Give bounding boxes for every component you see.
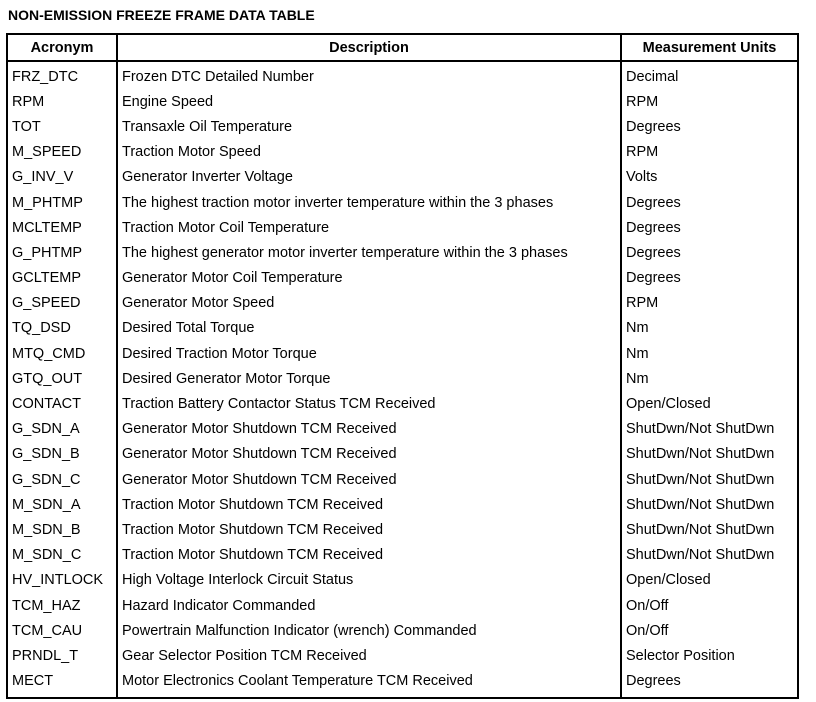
description-cell: Hazard Indicator Commanded xyxy=(117,593,621,618)
acronym-cell: TCM_HAZ xyxy=(7,593,117,618)
table-row xyxy=(7,618,798,643)
column-header-measurement-units: Measurement Units xyxy=(621,34,798,61)
description-cell: Generator Inverter Voltage xyxy=(117,165,621,190)
measurement-units-cell: Degrees xyxy=(621,190,798,215)
measurement-units-cell: On/Off xyxy=(621,593,798,618)
table-row xyxy=(7,442,798,467)
acronym-cell: TQ_DSD xyxy=(7,316,117,341)
measurement-units-cell: ShutDwn/Not ShutDwn xyxy=(621,467,798,492)
description-cell: Desired Generator Motor Torque xyxy=(117,366,621,391)
table-row xyxy=(7,517,798,542)
measurement-units-cell: ShutDwn/Not ShutDwn xyxy=(621,517,798,542)
table-row xyxy=(7,266,798,291)
table-row xyxy=(7,391,798,416)
table-body xyxy=(7,61,798,698)
table-row xyxy=(7,417,798,442)
table-row xyxy=(7,366,798,391)
freeze-frame-data-table xyxy=(6,33,799,699)
acronym-cell: PRNDL_T xyxy=(7,643,117,668)
description-cell: High Voltage Interlock Circuit Status xyxy=(117,568,621,593)
measurement-units-cell: On/Off xyxy=(621,618,798,643)
description-cell: Generator Motor Coil Temperature xyxy=(117,266,621,291)
measurement-units-cell: Nm xyxy=(621,316,798,341)
table-row xyxy=(7,341,798,366)
measurement-units-cell: Degrees xyxy=(621,114,798,139)
acronym-cell: G_SDN_A xyxy=(7,417,117,442)
measurement-units-cell: ShutDwn/Not ShutDwn xyxy=(621,442,798,467)
measurement-units-cell: RPM xyxy=(621,140,798,165)
description-cell: Generator Motor Shutdown TCM Received xyxy=(117,417,621,442)
table-row xyxy=(7,114,798,139)
measurement-units-cell: Degrees xyxy=(621,215,798,240)
acronym-cell: G_SDN_C xyxy=(7,467,117,492)
description-cell: Engine Speed xyxy=(117,89,621,114)
acronym-cell: M_SDN_A xyxy=(7,492,117,517)
table-row xyxy=(7,240,798,265)
description-cell: Traction Motor Shutdown TCM Received xyxy=(117,543,621,568)
description-cell: Desired Traction Motor Torque xyxy=(117,341,621,366)
measurement-units-cell: Nm xyxy=(621,366,798,391)
table-row xyxy=(7,165,798,190)
table-row xyxy=(7,643,798,668)
description-cell: Desired Total Torque xyxy=(117,316,621,341)
description-cell: Traction Motor Shutdown TCM Received xyxy=(117,517,621,542)
acronym-cell: HV_INTLOCK xyxy=(7,568,117,593)
acronym-cell: G_SDN_B xyxy=(7,442,117,467)
table-header-row xyxy=(7,34,798,61)
table-row xyxy=(7,543,798,568)
description-cell: Gear Selector Position TCM Received xyxy=(117,643,621,668)
description-cell: The highest traction motor inverter temperature within the 3 phases xyxy=(117,190,621,215)
acronym-cell: CONTACT xyxy=(7,391,117,416)
table-row xyxy=(7,593,798,618)
description-cell: Frozen DTC Detailed Number xyxy=(117,61,621,89)
acronym-cell: M_SDN_C xyxy=(7,543,117,568)
table-row xyxy=(7,568,798,593)
table-row xyxy=(7,190,798,215)
acronym-cell: FRZ_DTC xyxy=(7,61,117,89)
description-cell: The highest generator motor inverter temperature within the 3 phases xyxy=(117,240,621,265)
acronym-cell: MCLTEMP xyxy=(7,215,117,240)
measurement-units-cell: ShutDwn/Not ShutDwn xyxy=(621,492,798,517)
table-row xyxy=(7,61,798,89)
description-cell: Powertrain Malfunction Indicator (wrench) Commanded xyxy=(117,618,621,643)
measurement-units-cell: Selector Position xyxy=(621,643,798,668)
acronym-cell: RPM xyxy=(7,89,117,114)
measurement-units-cell: Degrees xyxy=(621,669,798,698)
description-cell: Motor Electronics Coolant Temperature TCM Received xyxy=(117,669,621,698)
acronym-cell: TOT xyxy=(7,114,117,139)
description-cell: Generator Motor Shutdown TCM Received xyxy=(117,442,621,467)
description-cell: Traction Motor Speed xyxy=(117,140,621,165)
acronym-cell: M_PHTMP xyxy=(7,190,117,215)
acronym-cell: GCLTEMP xyxy=(7,266,117,291)
acronym-cell: MTQ_CMD xyxy=(7,341,117,366)
acronym-cell: GTQ_OUT xyxy=(7,366,117,391)
measurement-units-cell: Degrees xyxy=(621,266,798,291)
measurement-units-cell: Volts xyxy=(621,165,798,190)
page-title: NON-EMISSION FREEZE FRAME DATA TABLE xyxy=(8,7,315,23)
column-header-description: Description xyxy=(117,34,621,61)
table-row xyxy=(7,291,798,316)
acronym-cell: MECT xyxy=(7,669,117,698)
table-row xyxy=(7,215,798,240)
acronym-cell: M_SDN_B xyxy=(7,517,117,542)
table-row xyxy=(7,492,798,517)
acronym-cell: G_PHTMP xyxy=(7,240,117,265)
description-cell: Traction Motor Shutdown TCM Received xyxy=(117,492,621,517)
acronym-cell: G_SPEED xyxy=(7,291,117,316)
table-row xyxy=(7,316,798,341)
table-row xyxy=(7,89,798,114)
measurement-units-cell: Decimal xyxy=(621,61,798,89)
acronym-cell: TCM_CAU xyxy=(7,618,117,643)
measurement-units-cell: Open/Closed xyxy=(621,568,798,593)
measurement-units-cell: ShutDwn/Not ShutDwn xyxy=(621,417,798,442)
description-cell: Transaxle Oil Temperature xyxy=(117,114,621,139)
measurement-units-cell: RPM xyxy=(621,89,798,114)
description-cell: Generator Motor Speed xyxy=(117,291,621,316)
table-row xyxy=(7,669,798,698)
description-cell: Traction Battery Contactor Status TCM Received xyxy=(117,391,621,416)
table-row xyxy=(7,467,798,492)
measurement-units-cell: Open/Closed xyxy=(621,391,798,416)
measurement-units-cell: Degrees xyxy=(621,240,798,265)
column-header-acronym: Acronym xyxy=(7,34,117,61)
table-row xyxy=(7,140,798,165)
measurement-units-cell: Nm xyxy=(621,341,798,366)
description-cell: Traction Motor Coil Temperature xyxy=(117,215,621,240)
description-cell: Generator Motor Shutdown TCM Received xyxy=(117,467,621,492)
acronym-cell: M_SPEED xyxy=(7,140,117,165)
measurement-units-cell: ShutDwn/Not ShutDwn xyxy=(621,543,798,568)
measurement-units-cell: RPM xyxy=(621,291,798,316)
acronym-cell: G_INV_V xyxy=(7,165,117,190)
